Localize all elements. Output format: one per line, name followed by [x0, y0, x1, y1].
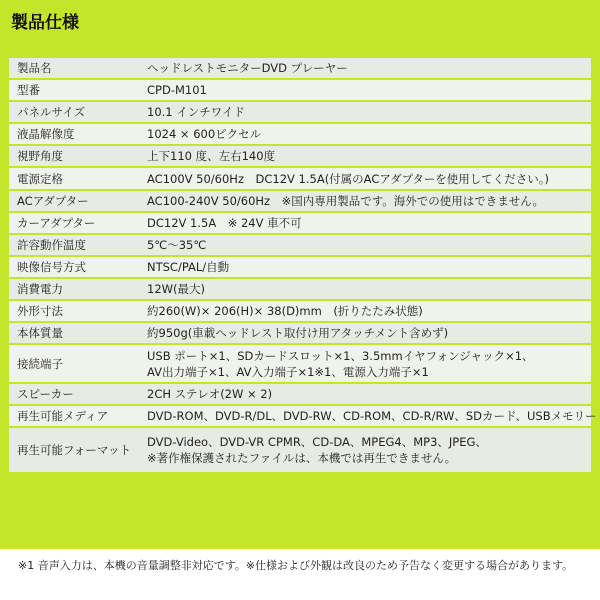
- spec-value-line: DVD-Video、DVD-VR CPMR、CD-DA、MPEG4、MP3、JPEG、: [147, 435, 487, 450]
- table-row: [9, 212, 591, 234]
- spec-value: [133, 300, 591, 322]
- table-row: [9, 427, 591, 472]
- spec-value: [133, 212, 591, 234]
- table-row: [9, 167, 591, 189]
- spec-label: スピーカー: [9, 383, 133, 405]
- spec-value-line: NTSC/PAL/自動: [147, 259, 230, 274]
- spec-value: [133, 190, 591, 212]
- spec-value: [133, 322, 591, 344]
- spec-value: [133, 427, 591, 472]
- table-row: [9, 300, 591, 322]
- table-row: [9, 190, 591, 212]
- spec-value-line: ヘッドレストモニターDVD プレーヤー: [147, 61, 348, 76]
- spec-value: [133, 79, 591, 101]
- spec-value: [133, 344, 591, 383]
- spec-value-line: 上下110 度、左右140度: [147, 149, 276, 164]
- spec-label: 許容動作温度: [9, 234, 133, 256]
- table-row: [9, 145, 591, 167]
- spec-value-line: AC100V 50/60Hz DC12V 1.5A(付属のACアダプターを使用してください。): [147, 171, 549, 186]
- spec-value: [133, 57, 591, 79]
- spec-value-line: USB ポート×1、SDカードスロット×1、3.5mmイヤフォンジャック×1、: [147, 348, 534, 363]
- table-row: [9, 344, 591, 383]
- table-row: [9, 256, 591, 278]
- table-row: [9, 57, 591, 79]
- table-row: [9, 383, 591, 405]
- spec-value: [133, 123, 591, 145]
- spec-value-line: 5℃～35℃: [147, 237, 207, 252]
- spec-value-line: 約950g(車載ヘッドレスト取付け用アタッチメント含めず): [147, 326, 449, 341]
- spec-label: ACアダプター: [9, 190, 133, 212]
- spec-label: 再生可能メディア: [9, 405, 133, 427]
- table-row: [9, 322, 591, 344]
- table-row: [9, 234, 591, 256]
- spec-value: [133, 383, 591, 405]
- spec-value-line: DC12V 1.5A ※ 24V 車不可: [147, 215, 302, 230]
- page-title: 製品仕様: [11, 13, 79, 33]
- spec-label: 型番: [9, 79, 133, 101]
- spec-value: [133, 256, 591, 278]
- spec-value-line: 10.1 インチワイド: [147, 105, 245, 120]
- table-row: [9, 123, 591, 145]
- spec-table: [9, 56, 597, 472]
- spec-value-line: 12W(最大): [147, 281, 205, 296]
- spec-value: [133, 145, 591, 167]
- spec-value-line: ※著作権保護されたファイルは、本機では再生できません。: [147, 451, 457, 466]
- spec-value-line: 約260(W)× 206(H)× 38(D)mm (折りたたみ状態): [147, 304, 423, 319]
- spec-label: 液晶解像度: [9, 123, 133, 145]
- spec-label: 接続端子: [9, 344, 133, 383]
- spec-value-line: AV出力端子×1、AV入力端子×1※1、電源入力端子×1: [147, 364, 429, 379]
- table-row: [9, 405, 591, 427]
- spec-label: 視野角度: [9, 145, 133, 167]
- spec-label: 製品名: [9, 57, 133, 79]
- spec-label: 映像信号方式: [9, 256, 133, 278]
- spec-value-line: CPD-M101: [147, 83, 207, 98]
- table-row: [9, 79, 591, 101]
- spec-label: 消費電力: [9, 278, 133, 300]
- spec-value: [133, 278, 591, 300]
- spec-label: 再生可能フォーマット: [9, 427, 133, 472]
- spec-label: カーアダプター: [9, 212, 133, 234]
- spec-value: [133, 405, 597, 427]
- spec-value-line: DVD-ROM、DVD-R/DL、DVD-RW、CD-ROM、CD-R/RW、SDカード、USBメモリー: [147, 409, 597, 424]
- spec-value: [133, 101, 591, 123]
- spec-label: 本体質量: [9, 322, 133, 344]
- footnote: ※1 音声入力は、本機の音量調整非対応です。※仕様および外観は改良のため予告なく変更する場合があります。: [0, 549, 600, 600]
- spec-value-line: AC100-240V 50/60Hz ※国内専用製品です。海外での使用はできません。: [147, 193, 544, 208]
- spec-label: パネルサイズ: [9, 101, 133, 123]
- spec-table-body: [9, 57, 597, 472]
- spec-value-line: 1024 × 600ピクセル: [147, 127, 262, 142]
- spec-label: 電源定格: [9, 167, 133, 189]
- table-row: [9, 101, 591, 123]
- table-row: [9, 278, 591, 300]
- spec-value-line: 2CH ステレオ(2W × 2): [147, 387, 273, 402]
- spec-value: [133, 234, 591, 256]
- spec-label: 外形寸法: [9, 300, 133, 322]
- spec-value: [133, 167, 591, 189]
